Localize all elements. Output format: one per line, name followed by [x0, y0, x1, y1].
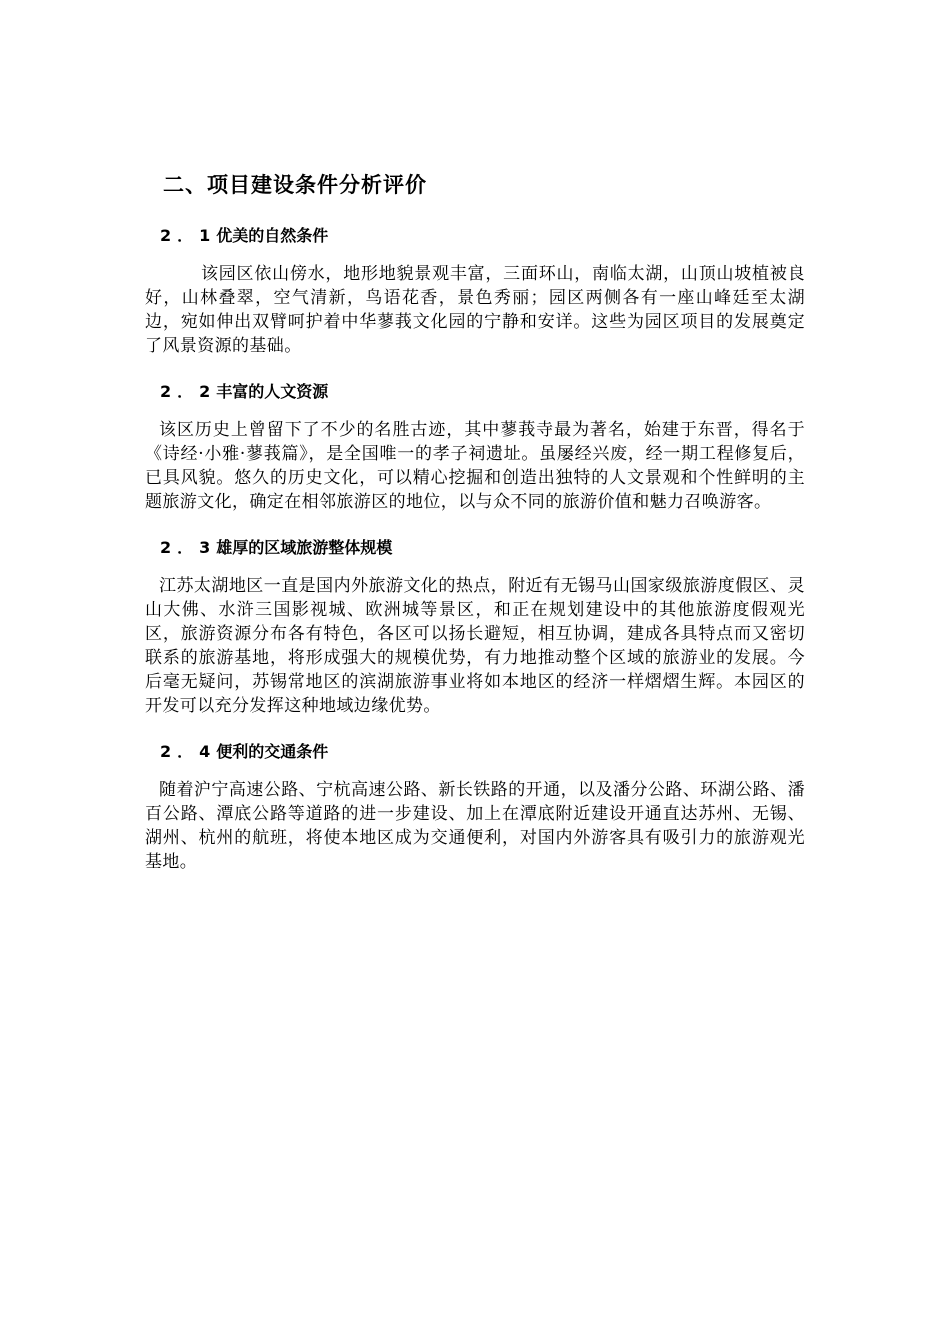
- section-paragraph: 江苏太湖地区一直是国内外旅游文化的热点，附近有无锡马山国家级旅游度假区、灵山大佛、水浒三国影视城、欧洲城等景区，和正在规划建设中的其他旅游度假观光区，旅游资源分布各有特色，各区可以扬长避短，相互协调，建成各具特点而又密切联系的旅游基地，将形成强大的规模优势，有力地推动整个区域的旅游业的发展。今后毫无疑问，苏锡常地区的滨湖旅游事业将如本地区的经济一样熠熠生辉。本园区的开发可以充分发挥这种地域边缘优势。: [145, 576, 805, 716]
- section-heading: [160, 536, 805, 560]
- section-number: 2．2: [160, 382, 217, 401]
- section-title: 丰富的人文资源: [216, 382, 329, 401]
- section-heading: [160, 224, 805, 248]
- section-heading: [160, 740, 805, 764]
- section-title: 雄厚的区域旅游整体规模: [216, 538, 393, 557]
- section-natural-conditions: [145, 224, 805, 358]
- section-number: 2．1: [160, 226, 217, 245]
- section-cultural-resources: [145, 380, 805, 514]
- section-title: 便利的交通条件: [216, 742, 329, 761]
- section-transportation: [145, 740, 805, 874]
- section-paragraph: 该区历史上曾留下了不少的名胜古迹，其中蓼莪寺最为著名，始建于东晋，得名于《诗经·小雅·蓼莪篇》，是全国唯一的孝子祠遗址。虽屡经兴废，经一期工程修复后，已具风貌。悠久的历史文化，可以精心挖掘和创造出独特的人文景观和个性鲜明的主题旅游文化，确定在相邻旅游区的地位，以与众不同的旅游价值和魅力召唤游客。: [145, 420, 805, 512]
- chapter-title: 二、项目建设条件分析评价: [163, 173, 427, 197]
- section-paragraph: 该园区依山傍水，地形地貌景观丰富，三面环山，南临太湖，山顶山坡植被良好，山林叠翠，空气清新，鸟语花香，景色秀丽；园区两侧各有一座山峰廷至太湖边，宛如伸出双臂呵护着中华蓼莪文化园的宁静和安详。这些为园区项目的发展奠定了风景资源的基础。: [145, 264, 805, 356]
- section-regional-tourism: [145, 536, 805, 718]
- document-body: [145, 170, 805, 874]
- section-title: 优美的自然条件: [216, 226, 329, 245]
- section-heading: [160, 380, 805, 404]
- section-number: 2．3: [160, 538, 217, 557]
- section-paragraph: 随着沪宁高速公路、宁杭高速公路、新长铁路的开通，以及潘分公路、环湖公路、潘百公路、潭底公路等道路的进一步建设、加上在潭底附近建设开通直达苏州、无锡、湖州、杭州的航班，将使本地区成为交通便利，对国内外游客具有吸引力的旅游观光基地。: [145, 780, 805, 872]
- section-number: 2．4: [160, 742, 217, 761]
